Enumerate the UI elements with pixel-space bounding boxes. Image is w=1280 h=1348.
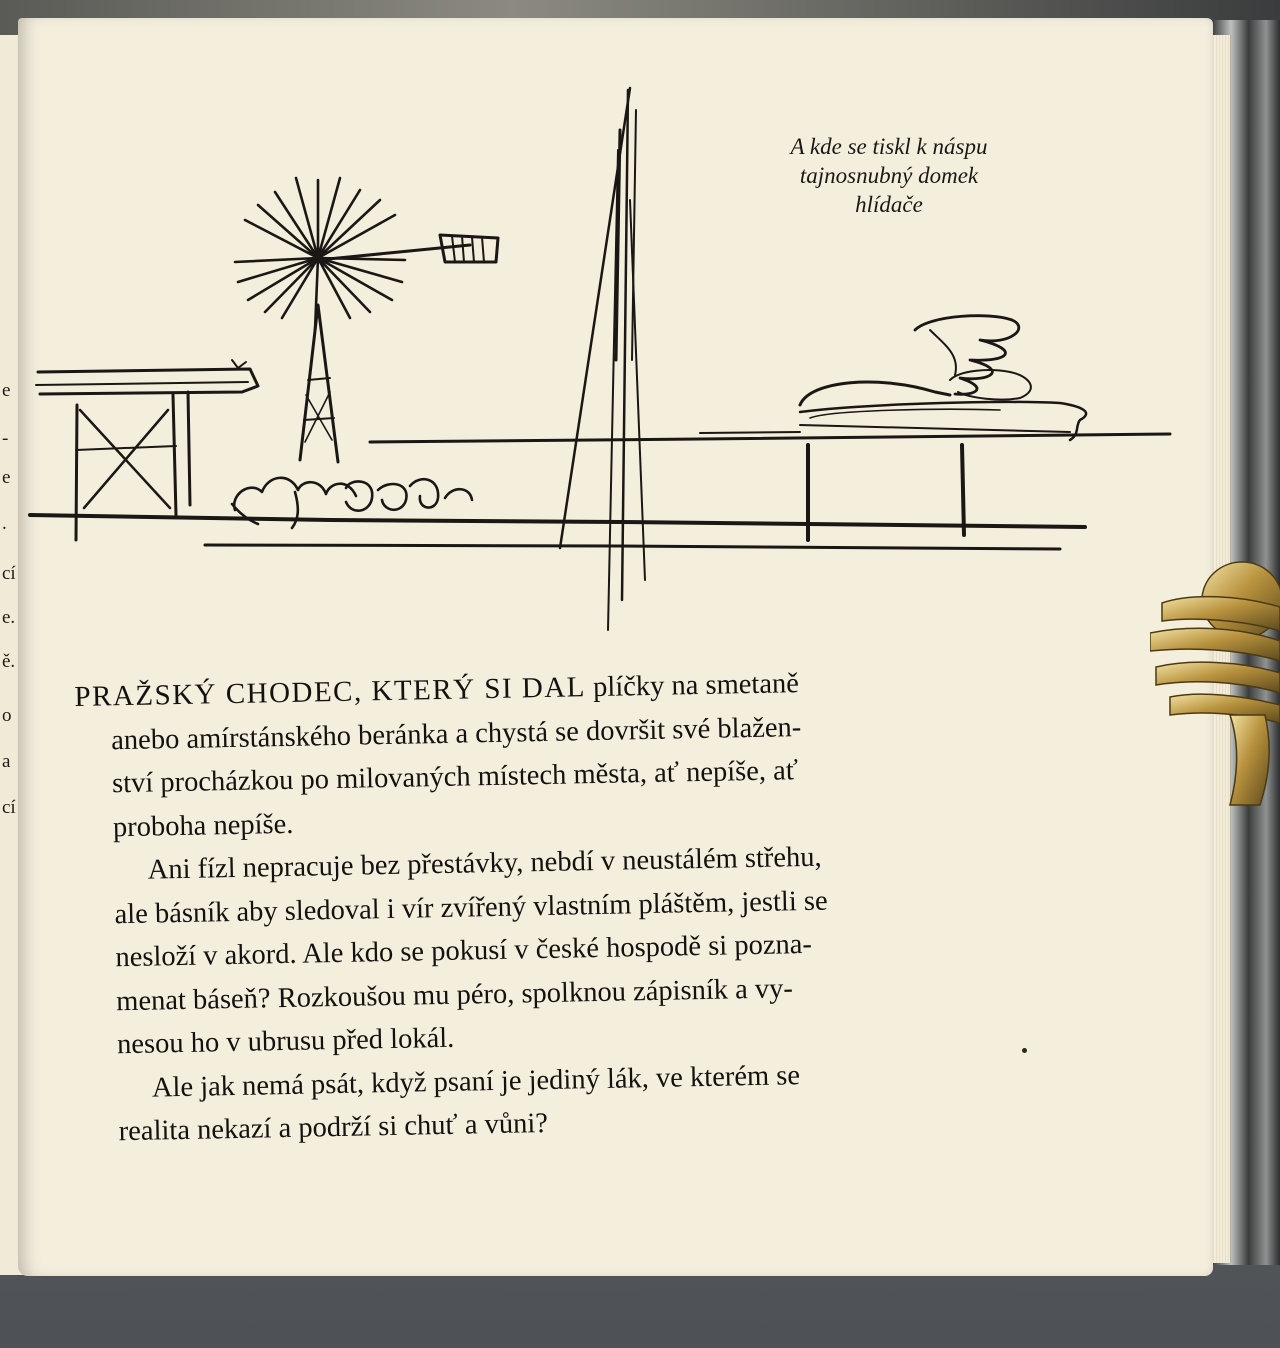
text-line: realita nekazí a podrží si chuť a vůni?	[118, 1107, 549, 1148]
left-page-fragment: cí	[2, 797, 16, 818]
left-page-fragment: a	[2, 751, 11, 772]
text-line: nesou ho v ubrusu před lokál.	[116, 1022, 455, 1061]
lead-rest: plíčky na smetaně	[585, 668, 800, 704]
text-line: proboha nepíše.	[112, 808, 294, 843]
text-line: menat báseň? Rozkoušou mu péro, spolknou zápisník a vy-	[115, 972, 794, 1017]
left-page-fragment: e.	[2, 607, 16, 628]
left-page-fragment: cí	[2, 563, 16, 584]
caption-line: hlídače	[855, 192, 923, 217]
caption-line: A kde se tiskl k náspu	[790, 134, 988, 159]
body-text	[74, 657, 1073, 1154]
text-line: anebo amírstánského beránka a chystá se dovršit své blažen-	[110, 711, 802, 756]
lead-smallcaps: PRAŽSKÝ CHODEC, KTERÝ SI DAL	[74, 671, 587, 713]
text-line: ství procházkou po milovaných místech města, ať nepíše, ať	[111, 755, 799, 800]
caption-line: tajnosnubný domek	[799, 163, 979, 188]
text-line: nesloží v akord. Ale kdo se pokusí v české hospodě si pozna-	[115, 928, 813, 974]
paragraph-first-line: Ani fízl nepracuje bez přestávky, nebdí v neustálém střehu,	[147, 841, 822, 886]
left-page-fragment: ě.	[2, 651, 16, 672]
ink-dot	[1022, 1048, 1027, 1053]
paragraph-first-line: Ale jak nemá psát, když psaní je jediný lák, ve kterém se	[151, 1059, 801, 1104]
text-line: ale básník aby sledoval i vír zvířený vlastním pláštěm, jestli se	[114, 885, 828, 930]
left-page-fragment: .	[2, 513, 7, 534]
book-clip	[1150, 555, 1280, 815]
illustration-caption	[755, 132, 1023, 219]
left-page-fragment: e	[2, 380, 11, 401]
left-page-fragment: e	[2, 467, 11, 488]
left-page-fragment: -	[2, 428, 9, 449]
left-page-fragment: o	[2, 705, 12, 726]
